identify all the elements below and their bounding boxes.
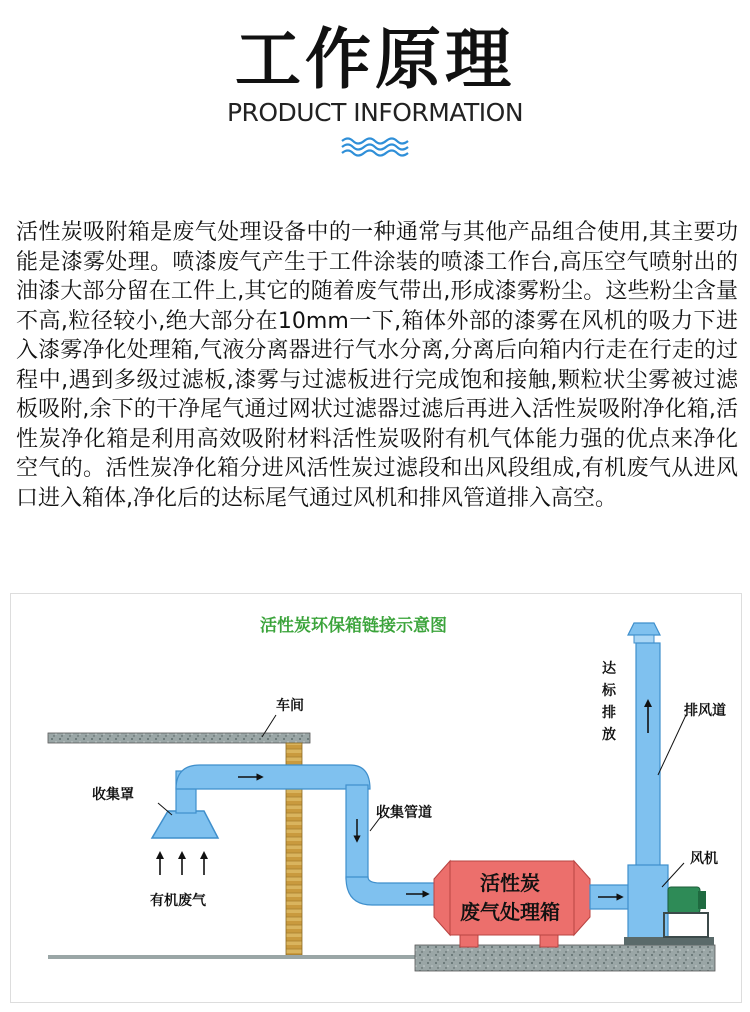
label-exhaust-duct: 排风道 — [684, 703, 726, 719]
carbon-box-label-1: 活性炭 — [480, 871, 540, 895]
diagram-title: 活性炭环保箱链接示意图 — [260, 616, 447, 636]
exhaust-stack — [636, 643, 660, 869]
wave-icon — [340, 136, 410, 158]
ground-slab — [415, 945, 715, 971]
label-fan: 风机 — [690, 851, 718, 867]
label-hood: 收集罩 — [92, 787, 134, 803]
carbon-box-leg-left — [460, 935, 478, 947]
label-discharge-2: 标 — [602, 683, 616, 699]
label-discharge-4: 放 — [602, 727, 616, 743]
workshop-ceiling — [48, 733, 310, 743]
label-organic-gas: 有机废气 — [150, 893, 206, 909]
connection-diagram — [10, 593, 742, 1003]
stack-cap — [628, 623, 660, 635]
fan-housing — [628, 865, 668, 939]
label-workshop: 车间 — [276, 698, 304, 714]
stack-cap-collar — [634, 635, 654, 643]
carbon-box-leg-right — [540, 935, 558, 947]
label-discharge-3: 排 — [602, 705, 616, 721]
fan-motor-end — [698, 891, 706, 909]
carbon-box-label-2: 废气处理箱 — [460, 900, 560, 924]
ground-left — [48, 955, 468, 959]
label-collection-pipe: 收集管道 — [376, 805, 432, 821]
page-title: 工作原理 — [235, 21, 515, 98]
fan-motor — [668, 887, 700, 913]
page-subtitle: PRODUCT INFORMATION — [226, 98, 524, 127]
fan-base — [624, 937, 714, 945]
label-discharge-1: 达 — [602, 661, 616, 677]
collection-pipe-top — [176, 765, 370, 789]
description-paragraph: 活性炭吸附箱是废气处理设备中的一种通常与其他产品组合使用,其主要功能是漆雾处理。喷漆废气产生于工件涂装的喷漆工作台,高压空气喷射出的油漆大部分留在工件上,其它的随着废气带出,形成漆雾粉尘。这些粉尘含量不高,粒径较小,绝大部分在10mm一下,箱体外部的漆雾在风机的吸力下进入漆雾净化处理箱,气液分离器进行气水分离,分离后向箱内行走在行走的过程中,遇到多级过滤板,漆雾与过滤板进行完成饱和接触,颗粒状尘雾被过滤板吸附,余下的干净尾气通过网状过滤器过滤后再进入活性炭吸附净化箱,活性炭净化箱是利用高效吸附材料活性炭吸附有机气体能力强的优点来净化空气的。活性炭净化箱分进风活性炭过滤段和出风段组成,有机废气从进风口进入箱体,净化后的达标尾气通过风机和排风管道排入高空。 — [16, 220, 738, 511]
